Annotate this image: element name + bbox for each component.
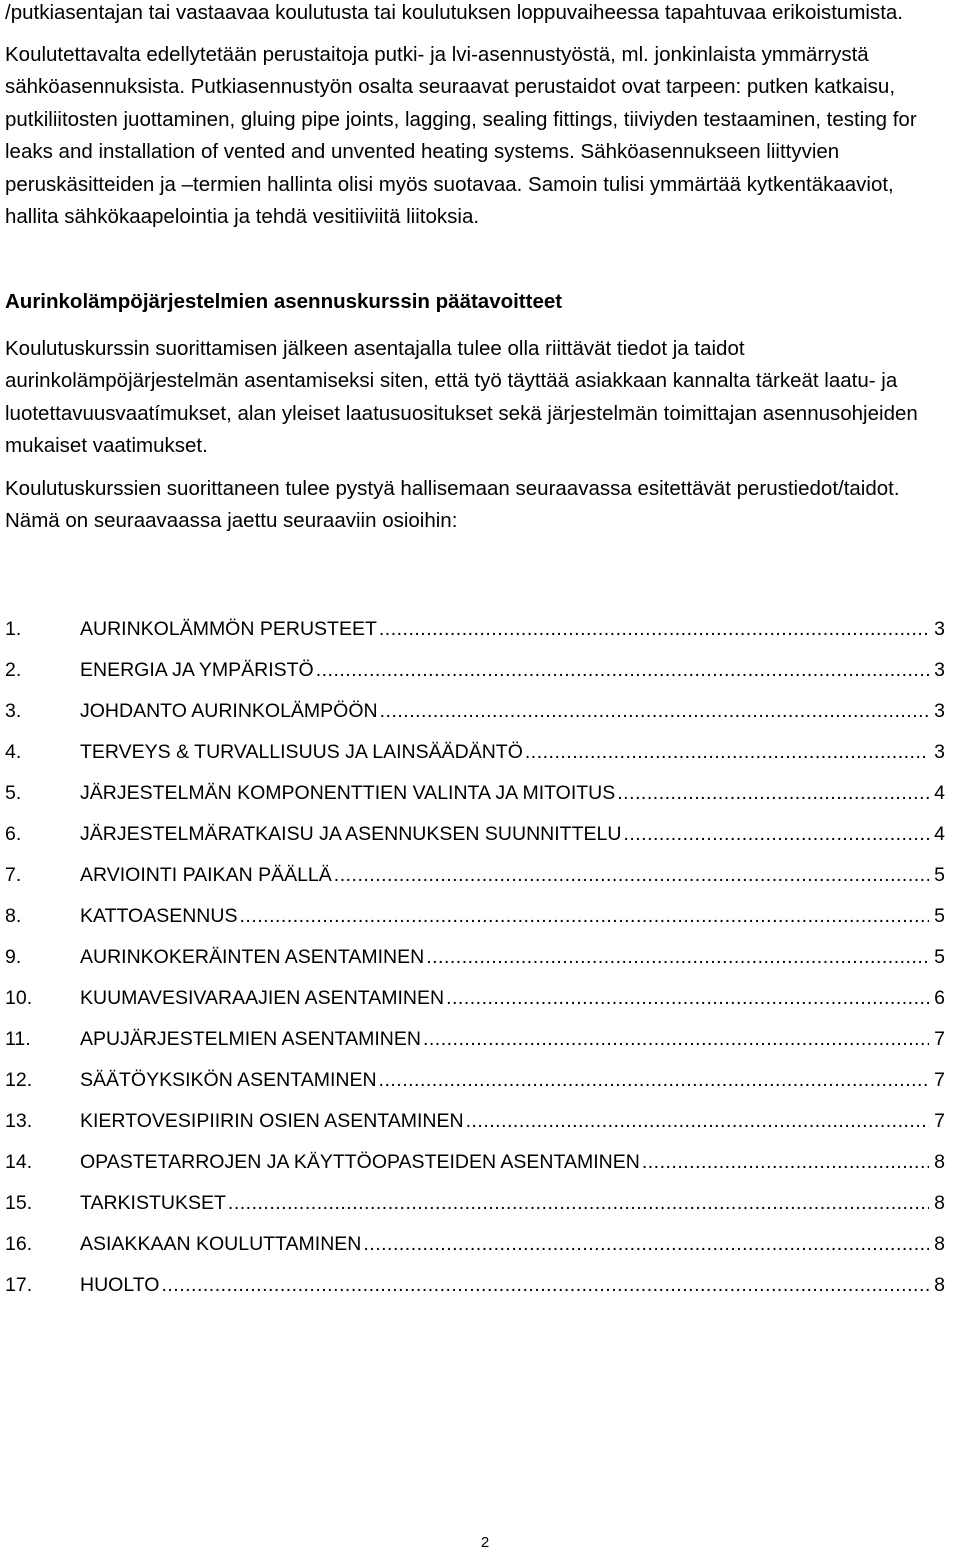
toc-title: AURINKOLÄMMÖN PERUSTEET [80,617,377,640]
toc-number: 1. [5,617,22,640]
toc-leader-dots [623,823,929,846]
toc-title: ENERGIA JA YMPÄRISTÖ [80,658,314,681]
toc-number: 15. [5,1191,33,1214]
toc-title: ASIAKKAAN KOULUTTAMINEN [80,1232,362,1255]
toc-title: KATTOASENNUS [80,904,238,927]
toc-leader-dots [617,782,929,805]
toc-entry[interactable] [5,741,945,782]
toc-entry[interactable] [5,1069,945,1110]
toc-page-number: 3 [934,617,945,640]
toc-entry[interactable] [5,1110,945,1151]
prerequisites-paragraph: Koulutettavalta edellytetään perustaitoja putki- ja lvi-asennustyöstä, ml. jonkinlaista ymmärrystä sähköasennuksista. Putkiasennustyön osalta seuraavat perustaidot ovat tarpeen: putken katkaisu, putkiliitosten juottaminen, gluing pipe joints, lagging, sealing fittings, tiiviyden testaaminen, testing for leaks and installation of vented and unvented heating systems. Sähköasennukseen liittyvien peruskäsitteiden ja –termien hallinta olisi myös suotavaa. Samoin tulisi ymmärtää kytkentäkaaviot, hallita sähkökaapelointia ja tehdä vesitiiviitä liitoksia. [5,42,917,228]
toc-leader-dots [239,905,929,928]
toc-page-number: 7 [934,1027,945,1050]
toc-title: JOHDANTO AURINKOLÄMPÖÖN [80,699,378,722]
toc-entry[interactable] [5,700,945,741]
toc-number: 9. [5,945,22,968]
intro-paragraph: /putkiasentajan tai vastaavaa koulutusta tai koulutuksen loppuvaiheessa tapahtuvaa erikoistumista. [5,1,904,24]
toc-entry[interactable] [5,987,945,1028]
toc-leader-dots [380,700,929,723]
toc-page-number: 8 [934,1273,945,1296]
toc-number: 3. [5,699,22,722]
toc-page-number: 5 [934,863,945,886]
toc-leader-dots [161,1274,929,1297]
toc-entry[interactable] [5,1274,945,1315]
toc-page-number: 3 [934,699,945,722]
toc-number: 5. [5,781,22,804]
toc-number: 17. [5,1273,33,1296]
toc-entry[interactable] [5,1192,945,1233]
toc-leader-dots [446,987,929,1010]
toc-title: JÄRJESTELMÄN KOMPONENTTIEN VALINTA JA MITOITUS [80,781,616,804]
toc-page-number: 4 [934,781,945,804]
toc-entry[interactable] [5,823,945,864]
toc-title: HUOLTO [80,1273,160,1296]
toc-page-number: 8 [934,1232,945,1255]
toc-leader-dots [228,1192,929,1215]
toc-leader-dots [363,1233,929,1256]
toc-entry[interactable] [5,946,945,987]
toc-title: AURINKOKERÄINTEN ASENTAMINEN [80,945,425,968]
toc-number: 8. [5,904,22,927]
objectives-paragraph: Koulutuskurssin suorittamisen jälkeen asentajalla tulee olla riittävät tiedot ja taidot aurinkolämpöjärjestelmän asentamiseksi siten, että työ täyttää asiakkaan kannalta tärkeät laatu- ja luotettavuusvaatímukset, alan yleiset laatusuositukset sekä järjestelmän toimittajan asennusohjeiden mukaiset vaatimukset. [5,336,918,457]
document-page [5,0,945,1315]
sections-intro-paragraph: Koulutuskurssien suorittaneen tulee pystyä hallisemaan seuraavassa esitettävät perustiedot/taidot. Nämä on seuraavaassa jaettu seuraaviin osioihin: [5,476,900,532]
toc-entry[interactable] [5,659,945,700]
toc-page-number: 6 [934,986,945,1009]
toc-number: 14. [5,1150,33,1173]
toc-entry[interactable] [5,782,945,823]
toc-page-number: 4 [934,822,945,845]
toc-page-number: 8 [934,1150,945,1173]
toc-number: 6. [5,822,22,845]
toc-entry[interactable] [5,1233,945,1274]
toc-leader-dots [334,864,929,887]
toc-entry[interactable] [5,1028,945,1069]
toc-leader-dots [423,1028,929,1051]
toc-title: OPASTETARROJEN JA KÄYTTÖOPASTEIDEN ASENTAMINEN [80,1150,640,1173]
toc-title: TERVEYS & TURVALLISUUS JA LAINSÄÄDÄNTÖ [80,740,523,763]
page-number: 2 [480,1534,490,1551]
toc-title: KUUMAVESIVARAAJIEN ASENTAMINEN [80,986,445,1009]
toc-number: 16. [5,1232,33,1255]
toc-page-number: 3 [934,658,945,681]
section-heading: Aurinkolämpöjärjestelmien asennuskurssin päätavoitteet [5,289,563,313]
toc-title: SÄÄTÖYKSIKÖN ASENTAMINEN [80,1068,377,1091]
toc-entry[interactable] [5,1151,945,1192]
toc-title: JÄRJESTELMÄRATKAISU JA ASENNUKSEN SUUNNITTELU [80,822,622,845]
toc-leader-dots [379,1069,929,1092]
toc-number: 11. [5,1027,31,1050]
toc-number: 7. [5,863,22,886]
toc-title: ARVIOINTI PAIKAN PÄÄLLÄ [80,863,332,886]
toc-number: 12. [5,1068,33,1091]
toc-page-number: 7 [934,1109,945,1132]
toc-number: 2. [5,658,22,681]
toc-number: 4. [5,740,22,763]
toc-number: 13. [5,1109,33,1132]
toc-leader-dots [525,741,929,764]
toc-title: TARKISTUKSET [80,1191,226,1214]
toc-title: KIERTOVESIPIIRIN OSIEN ASENTAMINEN [80,1109,464,1132]
table-of-contents [5,618,945,1315]
toc-leader-dots [466,1110,929,1133]
toc-entry[interactable] [5,864,945,905]
toc-page-number: 5 [934,904,945,927]
toc-number: 10. [5,986,33,1009]
toc-title: APUJÄRJESTELMIEN ASENTAMINEN [80,1027,421,1050]
toc-leader-dots [642,1151,929,1174]
toc-page-number: 8 [934,1191,945,1214]
toc-leader-dots [379,618,929,641]
toc-page-number: 3 [934,740,945,763]
toc-entry[interactable] [5,618,945,659]
toc-page-number: 7 [934,1068,945,1091]
toc-leader-dots [316,659,929,682]
toc-entry[interactable] [5,905,945,946]
toc-leader-dots [426,946,929,969]
toc-page-number: 5 [934,945,945,968]
